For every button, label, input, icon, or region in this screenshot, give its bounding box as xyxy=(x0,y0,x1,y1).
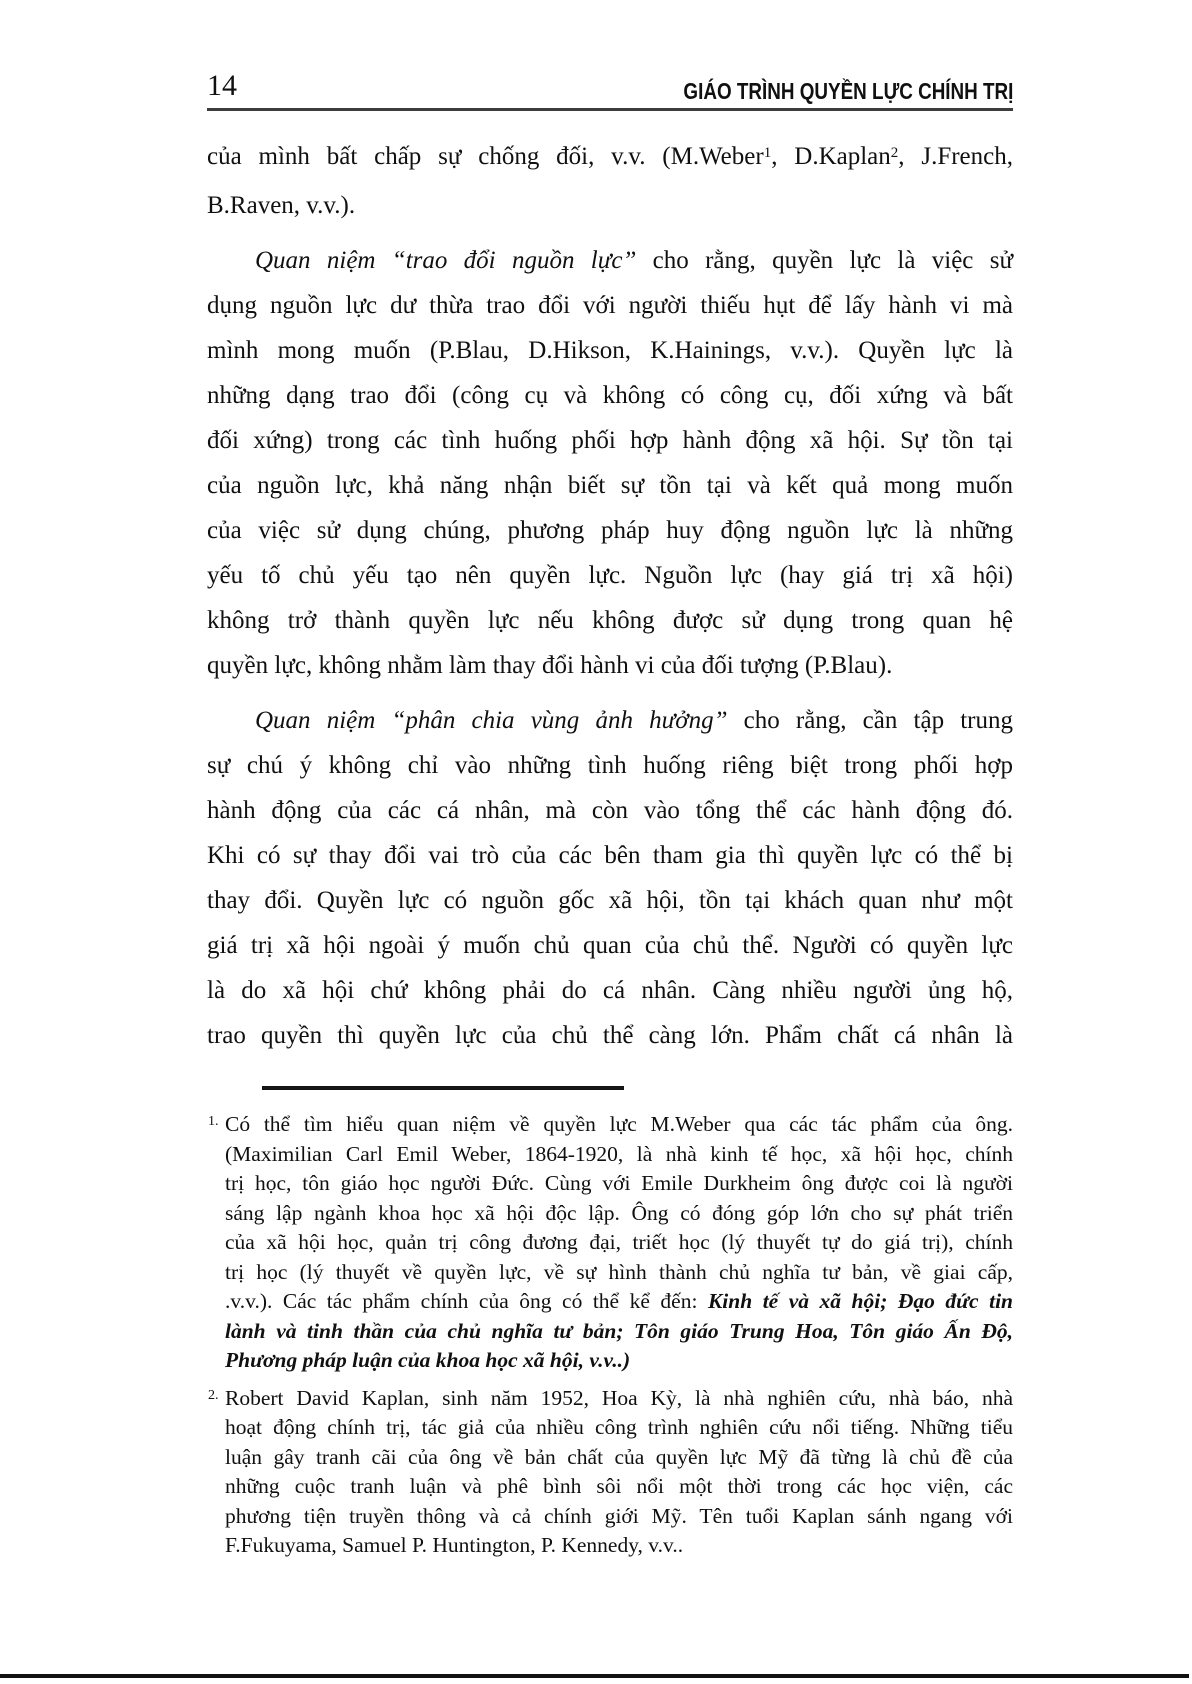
text-segment: trao quyền thì quyền lực của chủ thể càng lớn. Phẩm chất cá nhân là xyxy=(207,1022,1013,1049)
text-segment: cho rằng, quyền lực là việc sử xyxy=(636,247,1013,274)
text-line xyxy=(207,328,1013,373)
text-line xyxy=(225,1228,1013,1258)
body-text xyxy=(207,134,1013,1058)
text-segment: Phương pháp luận của khoa học xã hội, v.v..) xyxy=(225,1348,631,1372)
text-line xyxy=(207,553,1013,598)
text-segment: Khi có sự thay đổi vai trò của các bên tham gia thì quyền lực có thể bị xyxy=(207,842,1013,869)
text-segment: B.Raven, v.v.). xyxy=(207,192,356,219)
text-segment: của nguồn lực, khả năng nhận biết sự tồn tại và kết quả mong muốn xyxy=(207,472,1013,499)
footnote-separator xyxy=(262,1086,624,1090)
paragraph xyxy=(207,698,1013,1058)
text-segment: hành động của các cá nhân, mà còn vào tổng thể các hành động đó. xyxy=(207,797,1013,824)
footnote xyxy=(207,1110,1013,1376)
text-line xyxy=(207,508,1013,553)
text-line xyxy=(207,923,1013,968)
text-segment: giá trị xã hội ngoài ý muốn chủ quan của chủ thể. Người có quyền lực xyxy=(207,932,1013,959)
text-segment: đối xứng) trong các tình huống phối hợp hành động xã hội. Sự tồn tại xyxy=(207,427,1013,454)
text-line xyxy=(207,643,1013,688)
text-segment: , J.French, xyxy=(898,143,1013,170)
text-line xyxy=(207,698,1013,743)
text-segment: F.Fukuyama, Samuel P. Huntington, P. Kennedy, v.v.. xyxy=(225,1533,684,1557)
header-rule xyxy=(207,108,1013,111)
text-line xyxy=(207,878,1013,923)
text-line xyxy=(225,1140,1013,1170)
paragraph xyxy=(207,134,1013,228)
text-line xyxy=(225,1472,1013,1502)
text-segment: sự chú ý không chỉ vào những tình huống riêng biệt trong phối hợp xyxy=(207,752,1013,779)
text-line xyxy=(207,183,1013,228)
text-segment: của việc sử dụng chúng, phương pháp huy động nguồn lực là những xyxy=(207,517,1013,544)
text-segment: sáng lập ngành khoa học xã hội độc lập. Ông có đóng góp lớn cho sự phát triển xyxy=(225,1200,1013,1225)
text-line xyxy=(225,1502,1013,1532)
text-line xyxy=(225,1346,1013,1376)
text-segment: Quan niệm “trao đổi nguồn lực” xyxy=(255,247,637,274)
text-line xyxy=(225,1258,1013,1288)
text-line xyxy=(207,373,1013,418)
text-line xyxy=(225,1531,1013,1561)
text-segment: của mình bất chấp sự chống đối, v.v. (M.Weber xyxy=(207,143,764,170)
text-segment: Kinh tế và xã hội; Đạo đức tin xyxy=(707,1289,1014,1313)
paragraph xyxy=(207,238,1013,688)
text-line xyxy=(225,1443,1013,1473)
footnotes xyxy=(207,1110,1013,1561)
text-segment: cho rằng, cần tập trung xyxy=(727,707,1013,734)
text-line xyxy=(207,134,1013,183)
text-line xyxy=(207,283,1013,328)
text-line xyxy=(225,1413,1013,1443)
running-title: GIÁO TRÌNH QUYỀN LỰC CHÍNH TRỊ xyxy=(683,78,1013,104)
footnote-marker: 1. xyxy=(208,1114,219,1129)
text-segment: mình mong muốn (P.Blau, D.Hikson, K.Hainings, v.v.). Quyền lực là xyxy=(207,337,1013,364)
text-line xyxy=(207,968,1013,1013)
text-segment: (Maximilian Carl Emil Weber, 1864-1920, là nhà kinh tế học, xã hội học, chính xyxy=(225,1141,1013,1166)
text-line xyxy=(225,1199,1013,1229)
page-number: 14 xyxy=(207,69,237,102)
footnote-reference: 1 xyxy=(763,144,772,161)
text-segment: .v.v.). Các tác phẩm chính của ông có thể kể đến: xyxy=(225,1289,708,1313)
text-segment: lành và tinh thần của chủ nghĩa tư bản; Tôn giáo Trung Hoa, Tôn giáo Ấn Độ, xyxy=(225,1318,1013,1343)
text-line xyxy=(207,743,1013,788)
text-segment: của xã hội học, quản trị công đương đại, triết học (lý thuyết tự do giá trị), chính xyxy=(225,1230,1013,1254)
text-segment: trị học, tôn giáo học người Đức. Cùng với Emile Durkheim ông được coi là người xyxy=(225,1171,1013,1195)
text-segment: là do xã hội chứ không phải do cá nhân. Càng nhiều người ủng hộ, xyxy=(207,977,1013,1004)
text-line xyxy=(207,598,1013,643)
text-line xyxy=(207,463,1013,508)
text-segment: những dạng trao đổi (công cụ và không có công cụ, đối xứng và bất xyxy=(207,382,1013,409)
text-segment: hoạt động chính trị, tác giả của nhiều công trình nghiên cứu nổi tiếng. Những tiểu xyxy=(225,1415,1013,1439)
text-segment: dụng nguồn lực dư thừa trao đổi với người thiếu hụt để lấy hành vi mà xyxy=(207,292,1013,319)
text-segment: Robert David Kaplan, sinh năm 1952, Hoa Kỳ, là nhà nghiên cứu, nhà báo, nhà xyxy=(225,1385,1013,1410)
text-line xyxy=(207,788,1013,833)
text-segment: , D.Kaplan xyxy=(771,143,891,170)
text-segment: trị học (lý thuyết về quyền lực, về sự hình thành chủ nghĩa tư bản, về giai cấp, xyxy=(225,1259,1013,1284)
text-segment: luận gây tranh cãi của ông về bản chất của quyền lực Mỹ đã từng là chủ đề của xyxy=(225,1444,1013,1469)
text-line xyxy=(225,1287,1013,1317)
text-line xyxy=(207,238,1013,283)
text-segment: không trở thành quyền lực nếu không được sử dụng trong quan hệ xyxy=(207,607,1013,634)
text-segment: Quan niệm “phân chia vùng ảnh hưởng” xyxy=(255,707,728,734)
footnote-reference: 2 xyxy=(890,144,899,161)
text-segment: thay đổi. Quyền lực có nguồn gốc xã hội, tồn tại khách quan như một xyxy=(207,887,1013,914)
text-line xyxy=(207,833,1013,878)
text-line xyxy=(207,418,1013,463)
text-segment: Có thể tìm hiểu quan niệm về quyền lực M.Weber qua các tác phẩm của ông. xyxy=(225,1112,1013,1136)
text-line xyxy=(225,1110,1013,1140)
footnote-marker: 2. xyxy=(208,1387,219,1403)
text-segment: phương tiện truyền thông và cả chính giới Mỹ. Tên tuổi Kaplan sánh ngang với xyxy=(225,1503,1013,1528)
text-line xyxy=(207,1013,1013,1058)
text-line xyxy=(225,1384,1013,1414)
page-bottom-rule xyxy=(0,1674,1189,1678)
text-segment: quyền lực, không nhằm làm thay đổi hành vi của đối tượng (P.Blau). xyxy=(207,652,893,679)
footnote xyxy=(207,1384,1013,1561)
text-segment: những cuộc tranh luận và phê bình sôi nổi một thời trong các học viện, các xyxy=(225,1474,1013,1498)
text-line xyxy=(225,1169,1013,1199)
text-line xyxy=(225,1317,1013,1347)
text-segment: yếu tố chủ yếu tạo nên quyền lực. Nguồn lực (hay giá trị xã hội) xyxy=(207,562,1013,589)
